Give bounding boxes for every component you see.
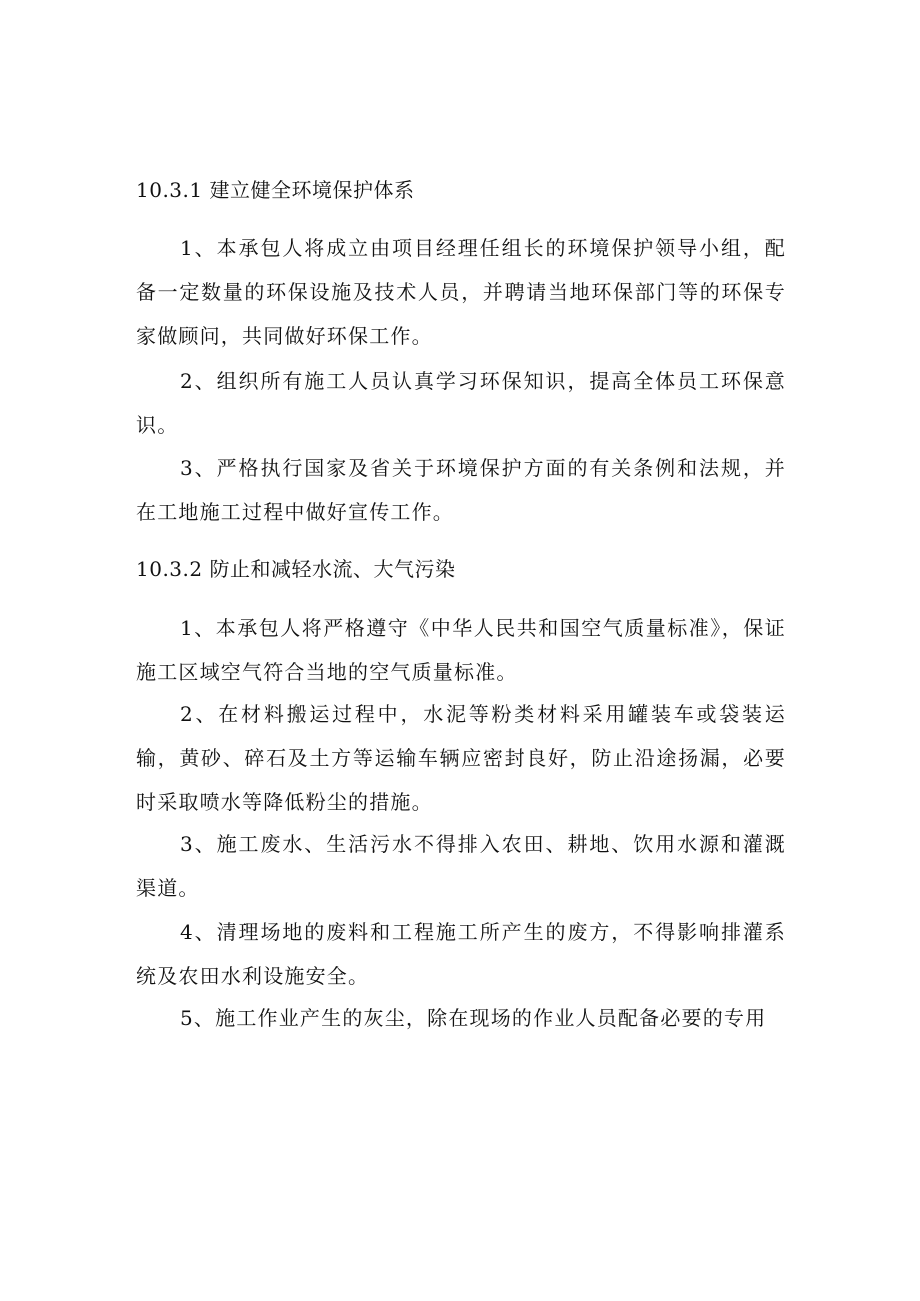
section-heading-2: 10.3.2 防止和减轻水流、大气污染 [136, 557, 456, 581]
paragraph-2-2: 2、在材料搬运过程中，水泥等粉类材料采用罐装车或袋装运输，黄砂、碎石及土方等运输车辆应密封良好，防止沿途扬漏，必要时采取喷水等降低粉尘的措施。 [136, 702, 786, 814]
paragraph-2-3: 3、施工废水、生活污水不得排入农田、耕地、饮用水源和灌溉渠道。 [136, 832, 786, 900]
paragraph-1-1: 1、本承包人将成立由项目经理任组长的环境保护领导小组，配备一定数量的环保设施及技术人员，并聘请当地环保部门等的环保专家做顾问，共同做好环保工作。 [136, 236, 786, 348]
paragraph-1-3: 3、严格执行国家及省关于环境保护方面的有关条例和法规，并在工地施工过程中做好宣传工作。 [136, 456, 786, 524]
paragraph-1-2: 2、组织所有施工人员认真学习环保知识，提高全体员工环保意识。 [136, 369, 786, 437]
paragraph-2-4: 4、清理场地的废料和工程施工所产生的废方，不得影响排灌系统及农田水利设施安全。 [136, 920, 786, 988]
section-heading-1: 10.3.1 建立健全环境保护体系 [136, 178, 415, 202]
paragraph-2-1: 1、本承包人将严格遵守《中华人民共和国空气质量标准》，保证施工区域空气符合当地的空气质量标准。 [136, 616, 786, 684]
paragraph-2-5: 5、施工作业产生的灰尘，除在现场的作业人员配备必要的专用 [180, 1006, 767, 1030]
